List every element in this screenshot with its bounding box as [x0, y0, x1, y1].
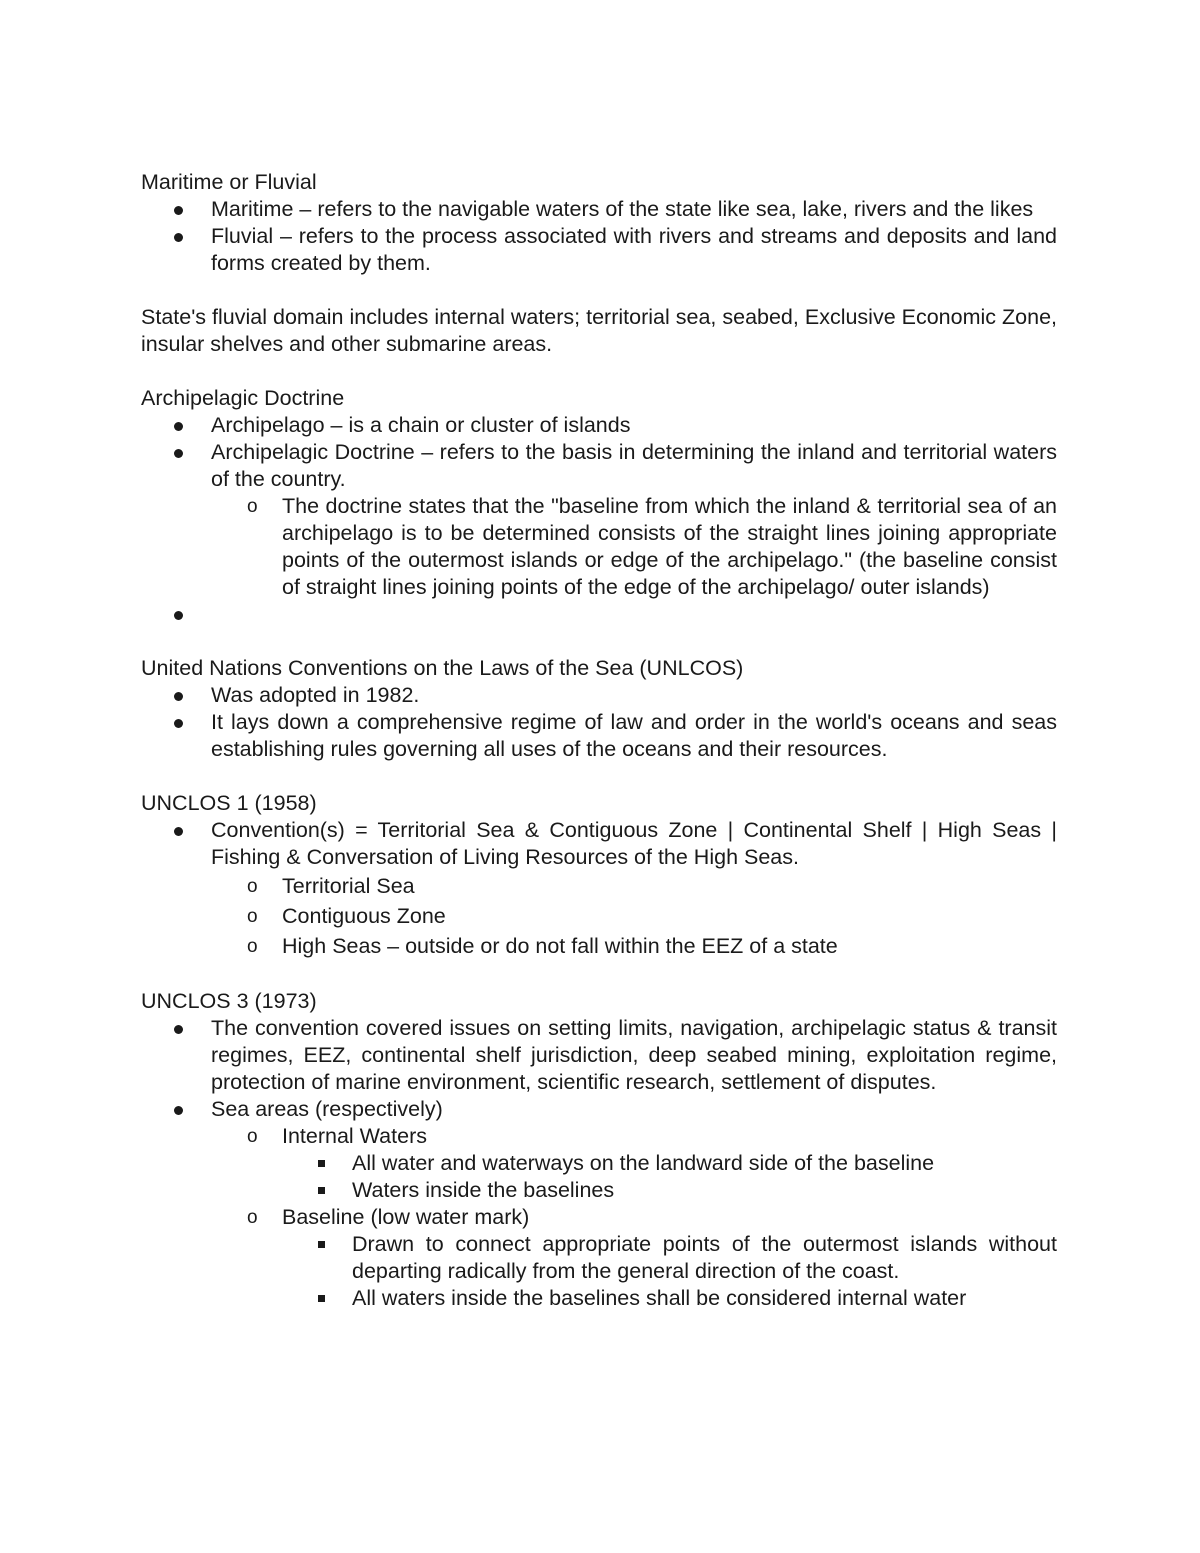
sub-sub-list-item — [141, 1231, 1057, 1285]
spacer — [141, 961, 1057, 988]
list-item — [141, 412, 1057, 439]
sub-list-item — [141, 871, 1057, 901]
sub-sub-list-item — [141, 1285, 1057, 1312]
document-body — [141, 169, 1057, 1312]
heading-unclos-1: UNCLOS 1 (1958) — [141, 791, 317, 815]
list-item-text: Drawn to connect appropriate points of the outermost islands without departing radically from the general direction of the coast. — [352, 1232, 1057, 1283]
maritime-fluvial-list — [141, 196, 1057, 277]
list-item — [141, 196, 1057, 223]
list-item-text: Territorial Sea — [282, 874, 415, 898]
unclos-3-list — [141, 1015, 1057, 1312]
archipelagic-list — [141, 412, 1057, 628]
spacer — [141, 358, 1057, 385]
list-item — [141, 439, 1057, 493]
spacer — [141, 277, 1057, 304]
fluvial-domain-paragraph: State's fluvial domain includes internal waters; territorial sea, seabed, Exclusive Economic Zone, insular shelves and other submarine areas. — [141, 305, 1057, 356]
sub-list-item — [141, 901, 1057, 931]
heading-unclos: United Nations Conventions on the Laws of the Sea (UNLCOS) — [141, 656, 744, 680]
list-item-text: All waters inside the baselines shall be considered internal water — [352, 1286, 967, 1310]
spacer — [141, 763, 1057, 790]
list-item-text: Convention(s) = Territorial Sea & Contiguous Zone | Continental Shelf | High Seas | Fishing & Conversation of Living Resources of the High Seas. — [211, 818, 1057, 869]
list-item-text: Waters inside the baselines — [352, 1178, 615, 1202]
list-item — [141, 223, 1057, 277]
heading-maritime-or-fluvial: Maritime or Fluvial — [141, 170, 317, 194]
list-item — [141, 682, 1057, 709]
list-item-text: Contiguous Zone — [282, 904, 446, 928]
list-item-text: Fluvial – refers to the process associated with rivers and streams and deposits and land forms created by them. — [211, 224, 1057, 275]
list-item-text: All water and waterways on the landward side of the baseline — [352, 1151, 935, 1175]
list-item-text: Archipelago – is a chain or cluster of islands — [211, 413, 631, 437]
sub-list-item — [141, 1123, 1057, 1150]
sub-list-item — [141, 493, 1057, 601]
list-item — [141, 1015, 1057, 1096]
list-item-text: Internal Waters — [282, 1124, 427, 1148]
list-item-text: Was adopted in 1982. — [211, 683, 420, 707]
list-item — [141, 817, 1057, 871]
unclos-list — [141, 682, 1057, 763]
list-item-text: The doctrine states that the "baseline from which the inland & territorial sea of an archipelago is to be determined consists of the straight lines joining appropriate points of the outermost islands or edge of the archipelago." (the baseline consist of straight lines joining points of the edge of the archipelago/ outer islands) — [282, 494, 1057, 599]
list-item-text: Maritime – refers to the navigable waters of the state like sea, lake, rivers and the likes — [211, 197, 1034, 221]
sub-sub-list-item — [141, 1150, 1057, 1177]
list-item-text: It lays down a comprehensive regime of law and order in the world's oceans and seas establishing rules governing all uses of the oceans and their resources. — [211, 710, 1057, 761]
unclos-1-list — [141, 817, 1057, 961]
heading-archipelagic-doctrine: Archipelagic Doctrine — [141, 386, 345, 410]
sub-list-item — [141, 931, 1057, 961]
list-item-text: Baseline (low water mark) — [282, 1205, 530, 1229]
heading-unclos-3: UNCLOS 3 (1973) — [141, 989, 317, 1013]
sub-list-item — [141, 1204, 1057, 1231]
list-item-text: High Seas – outside or do not fall within the EEZ of a state — [282, 934, 838, 958]
list-item-text: The convention covered issues on setting limits, navigation, archipelagic status & transit regimes, EEZ, continental shelf jurisdiction, deep seabed mining, exploitation regime, protection of marine environment, scientific research, settlement of disputes. — [211, 1016, 1057, 1094]
sub-sub-list-item — [141, 1177, 1057, 1204]
list-item-text: Sea areas (respectively) — [211, 1097, 443, 1121]
list-item — [141, 709, 1057, 763]
list-item-text: Archipelagic Doctrine – refers to the basis in determining the inland and territorial waters of the country. — [211, 440, 1057, 491]
empty-list-item — [141, 601, 1057, 628]
list-item — [141, 1096, 1057, 1123]
spacer — [141, 628, 1057, 655]
